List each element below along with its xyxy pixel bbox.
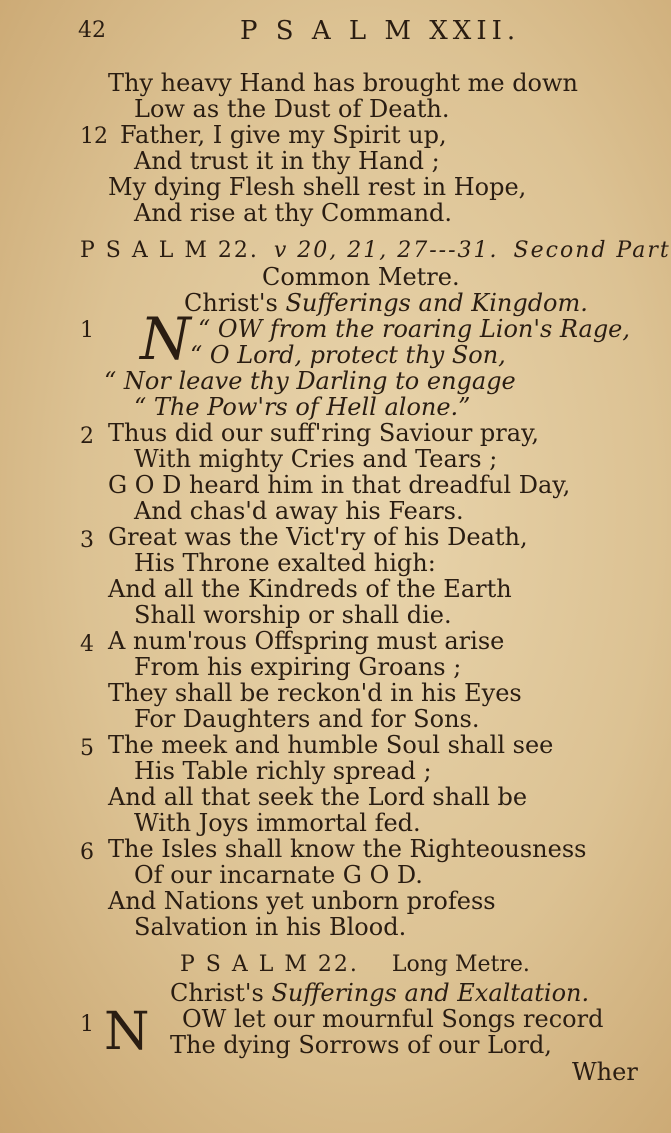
text-line: The meek and humble Soul shall see <box>108 731 554 759</box>
text-line: My dying Flesh shell rest in Hope, <box>108 173 527 201</box>
verse-number: 1 <box>80 318 94 343</box>
metre: Common Metre. <box>262 263 460 291</box>
psalm-subtitle: Christ's Sufferings and Kingdom. <box>184 289 588 317</box>
text-line: Shall worship or shall die. <box>134 601 452 629</box>
text-line: With mighty Cries and Tears ; <box>134 445 498 473</box>
page-number: 42 <box>78 18 106 43</box>
text-line: Of our incarnate G O D. <box>134 861 423 889</box>
psalm-title: P S A L M 22. <box>80 238 259 263</box>
text-line: From his expiring Groans ; <box>134 653 462 681</box>
text-line: And chas'd away his Fears. <box>134 497 464 525</box>
psalm-subtitle: Christ's Sufferings and Exaltation. <box>170 979 590 1007</box>
text-line: And trust it in thy Hand ; <box>134 147 440 175</box>
text-line: For Daughters and for Sons. <box>134 705 480 733</box>
text-line: “ O Lord, protect thy Son, <box>190 341 506 369</box>
verse-number: 4 <box>80 632 94 657</box>
text-line: His Table richly spread ; <box>134 757 432 785</box>
text-line: “ OW from the roaring Lion's Rage, <box>198 315 631 343</box>
text-line: And Nations yet unborn profess <box>108 887 496 915</box>
verse-number: 5 <box>80 736 94 761</box>
text-line: “ The Pow'rs of Hell alone.” <box>134 393 471 421</box>
text-line: His Throne exalted high: <box>134 549 436 577</box>
running-head: P S A L M XXII. <box>240 16 521 46</box>
catchword: Wher <box>572 1058 638 1086</box>
drop-capital: N <box>104 1002 150 1062</box>
text-line: And rise at thy Command. <box>134 199 453 227</box>
text-line: With Joys immortal fed. <box>134 809 421 837</box>
verse-reference: v 20, 21, 27---31. <box>273 238 499 263</box>
text-line: And all the Kindreds of the Earth <box>108 575 512 603</box>
verse-number: 1 <box>80 1012 94 1037</box>
text-line: A num'rous Offspring must arise <box>108 627 505 655</box>
text-line: And all that seek the Lord shall be <box>108 783 528 811</box>
text-line: Low as the Dust of Death. <box>134 95 450 123</box>
text-line: The Isles shall know the Righteousness <box>108 835 587 863</box>
part-label: Second Part <box>513 238 671 263</box>
metre: Long Metre. <box>391 952 530 977</box>
verse-number: 12 <box>80 124 108 149</box>
verse-number: 6 <box>80 840 94 865</box>
psalm-title: P S A L M 22. <box>180 952 359 977</box>
verse-number: 2 <box>80 424 94 449</box>
text-line: Great was the Vict'ry of his Death, <box>108 523 528 551</box>
text-line: Thus did our suff'ring Saviour pray, <box>108 419 540 447</box>
psalm-heading <box>180 952 530 977</box>
text-line: They shall be reckon'd in his Eyes <box>108 679 522 707</box>
psalm-heading <box>80 238 671 263</box>
drop-capital: N <box>140 305 191 373</box>
text-line: Thy heavy Hand has brought me down <box>108 69 579 97</box>
text-line: OW let our mournful Songs record <box>182 1005 604 1033</box>
text-line: G O D heard him in that dreadful Day, <box>108 471 571 499</box>
verse-number: 3 <box>80 528 94 553</box>
text-line: The dying Sorrows of our Lord, <box>170 1031 552 1059</box>
text-line: “ Nor leave thy Darling to engage <box>104 367 516 395</box>
text-line: Father, I give my Spirit up, <box>120 121 447 149</box>
text-line: Salvation in his Blood. <box>134 913 407 941</box>
